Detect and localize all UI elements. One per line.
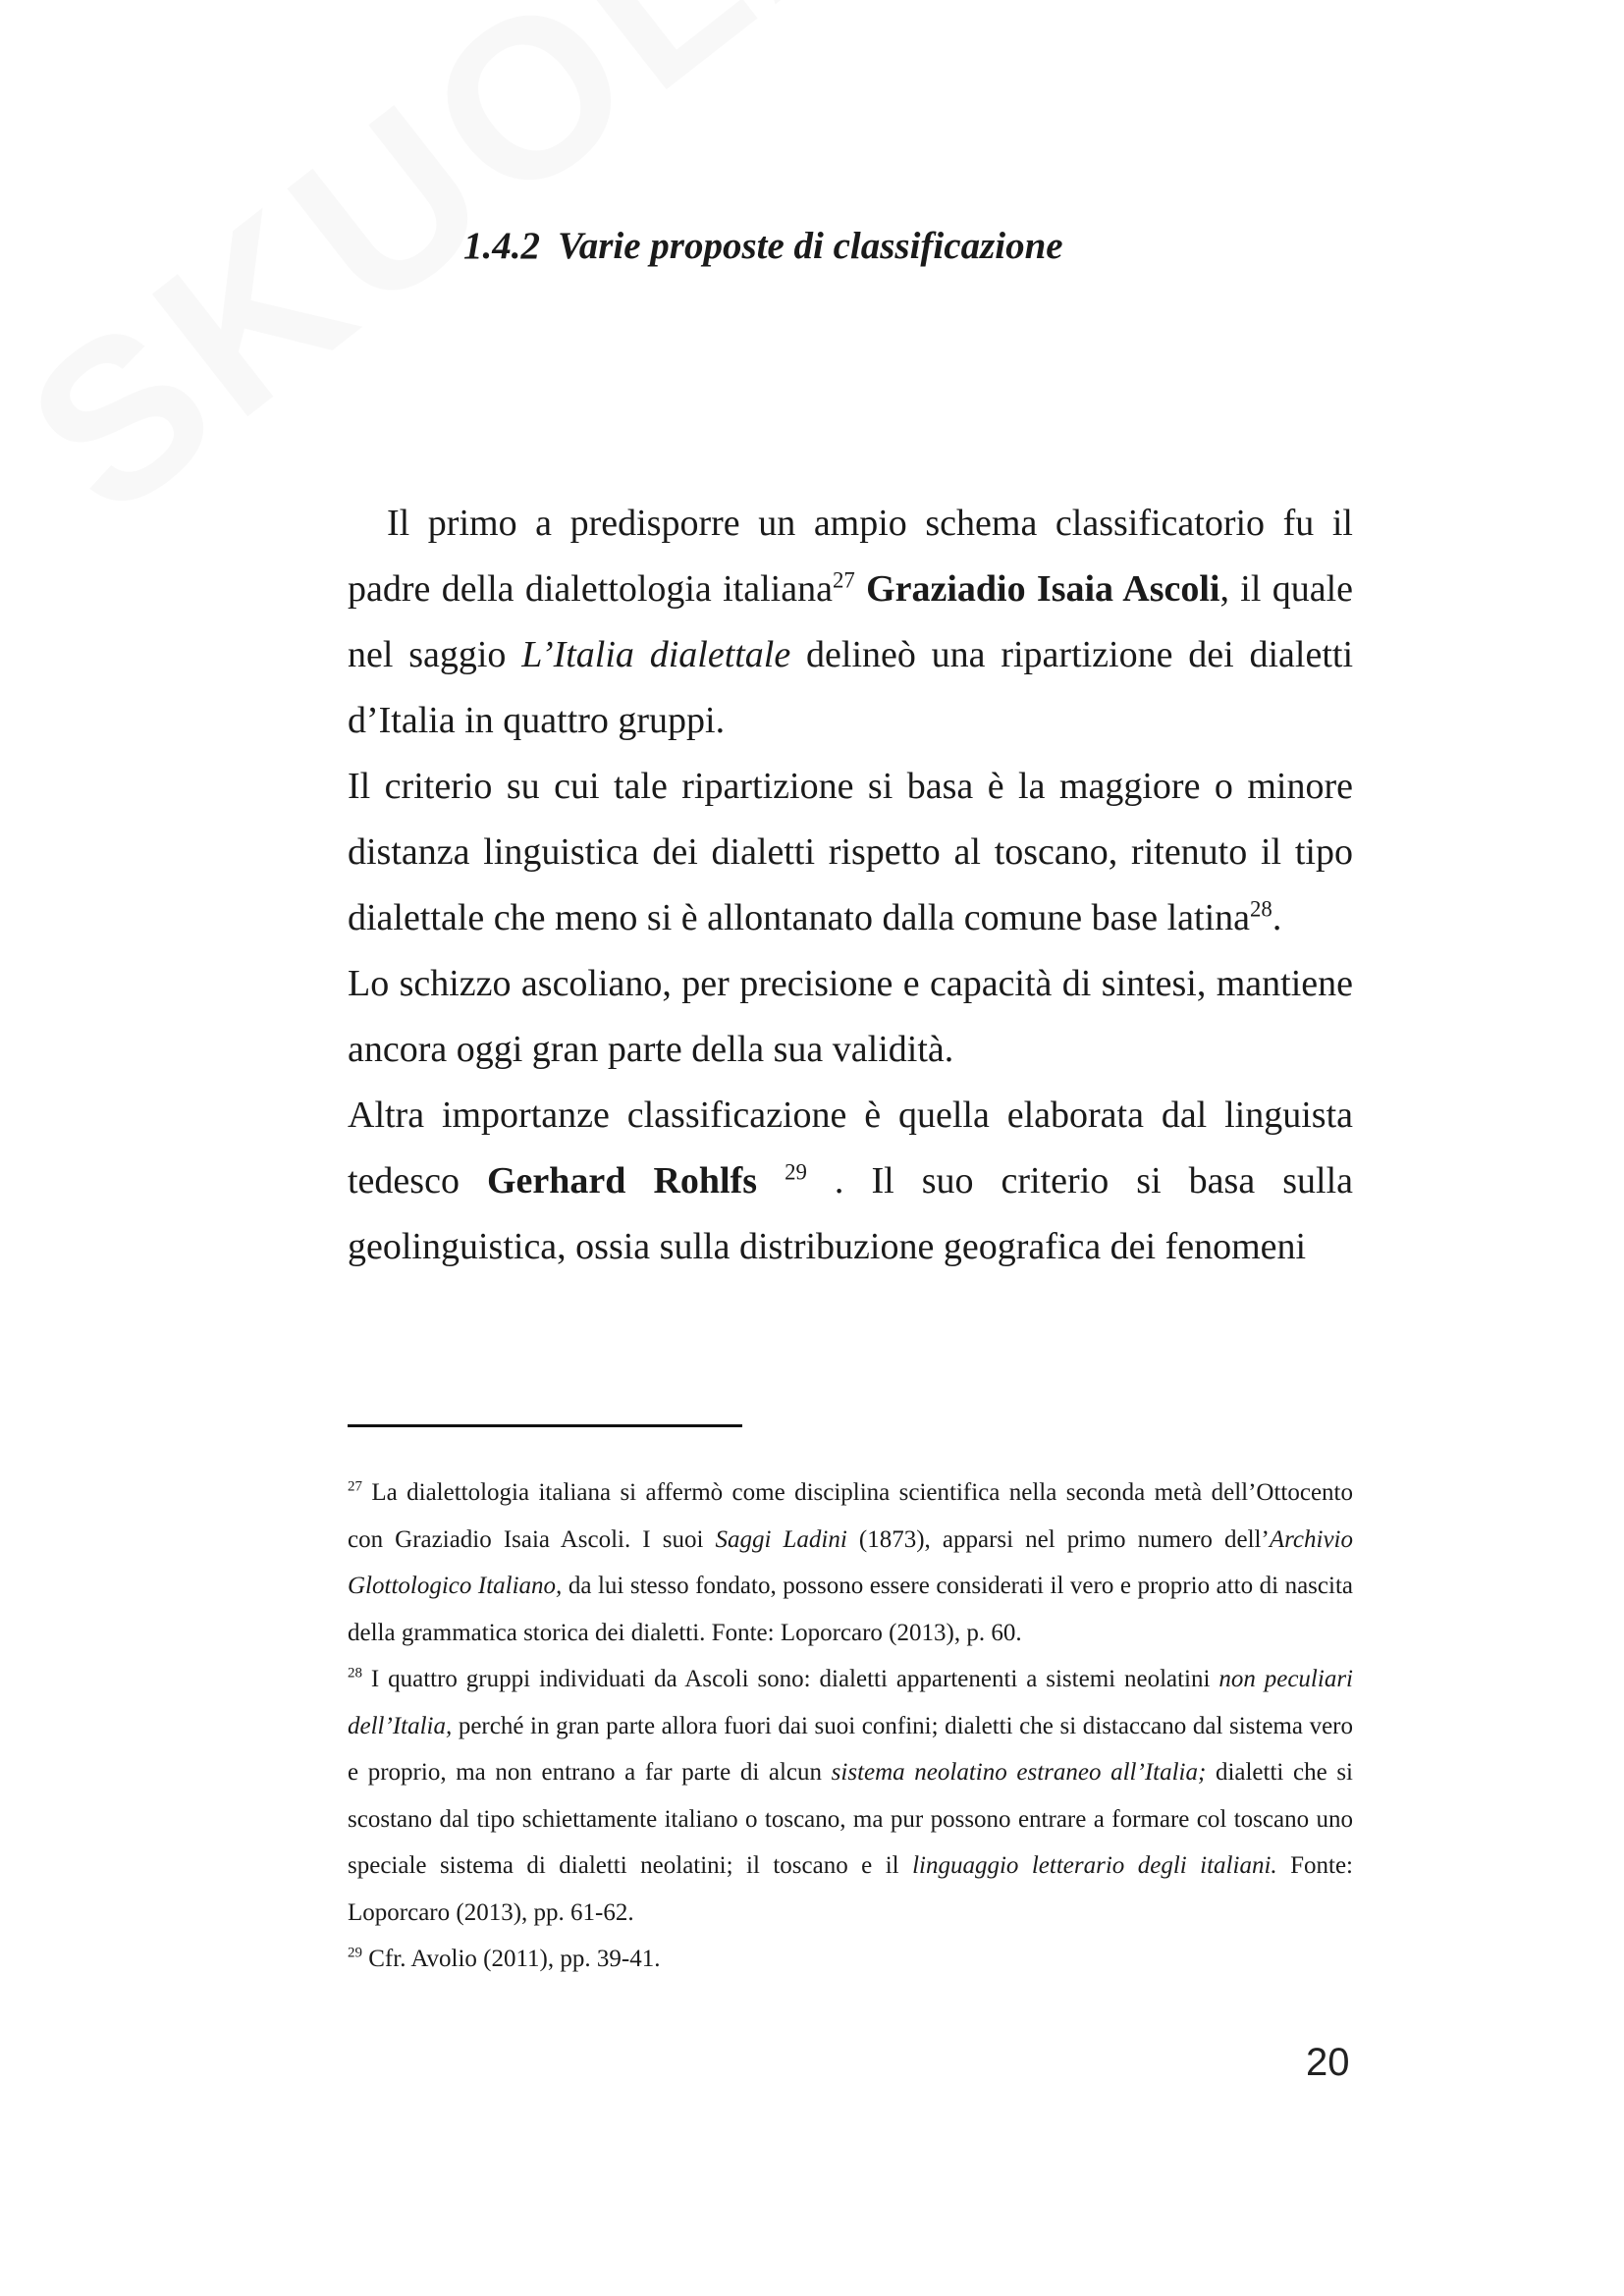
paragraph-2-text-a: Il criterio su cui tale ripartizione si basa è la maggiore o minore distanza linguistica dei dialetti rispetto al toscano, ritenuto il tipo dialettale che meno si è allontanato dalla comune base latina — [348, 766, 1353, 938]
footnote-28-text-b: perché in gran parte allora fuori dai suoi confini; dialetti che si distaccano dal sistema vero e proprio, ma non entrano a far parte di alcun — [348, 1712, 1353, 1786]
paragraph-1-text-c: delineò una ripartizione dei dialetti d’Italia in quattro gruppi. — [348, 634, 1354, 741]
footnote-number-29: 29 — [348, 1945, 362, 1961]
work-title-italia-dialettale: L’Italia dialettale — [521, 634, 791, 675]
paragraph-4-text-b: . Il suo criterio si basa sulla geolinguistica, ossia sulla distribuzione geografica dei fenomeni — [348, 1160, 1354, 1267]
footnote-29 — [348, 1936, 1353, 1983]
footnote-number-28: 28 — [348, 1665, 362, 1682]
body-text — [348, 491, 1353, 1280]
footnote-27 — [348, 1469, 1353, 1656]
footnote-28 — [348, 1656, 1353, 1936]
page-number: 20 — [1306, 2041, 1350, 2084]
footnote-ref-27[interactable]: 27 — [832, 567, 855, 593]
paragraph-4 — [348, 1083, 1353, 1280]
paragraph-4-text-a: Altra importanze classificazione è quella elaborata dal linguista tedesco — [348, 1095, 1353, 1201]
section-title: Varie proposte di classificazione — [558, 225, 1063, 267]
footnote-28-italic-c: linguaggio letterario degli italiani. — [912, 1852, 1277, 1879]
footnote-28-text-d: Fonte: Loporcaro (2013), pp. 61-62. — [348, 1852, 1353, 1926]
footnote-28-italic-a: non peculiari dell’Italia, — [348, 1666, 1353, 1739]
footnote-27-text-b: (1873), apparsi nel primo numero dell’ — [846, 1525, 1270, 1553]
paragraph-3: Lo schizzo ascoliano, per precisione e capacità di sintesi, mantiene ancora oggi gran parte della sua validità. — [348, 963, 1353, 1070]
footnote-ref-29[interactable]: 29 — [785, 1159, 807, 1185]
author-name-ascoli: Graziadio Isaia Ascoli — [866, 568, 1220, 610]
section-heading — [463, 224, 1063, 268]
footnote-29-text: Cfr. Avolio (2011), pp. 39-41. — [362, 1946, 661, 1972]
footnote-27-text-c: da lui stesso fondato, possono essere considerati il vero e proprio atto di nascita della grammatica storica dei dialetti. Fonte: Loporcaro (2013), p. 60. — [348, 1573, 1353, 1646]
footnote-number-27: 27 — [348, 1478, 362, 1495]
footnote-ref-28[interactable]: 28 — [1250, 896, 1272, 922]
section-number: 1.4.2 — [463, 225, 540, 267]
paragraph-1 — [348, 491, 1353, 754]
author-name-rohlfs: Gerhard Rohlfs — [486, 1160, 758, 1201]
footnote-28-text-a: I quattro gruppi individuati da Ascoli sono: dialetti appartenenti a sistemi neolatini — [362, 1666, 1219, 1692]
paragraph-2 — [348, 754, 1353, 951]
footnote-28-text-c: dialetti che si scostano dal tipo schiettamente italiano o toscano, ma pur possono entrare a formare col toscano uno speciale sistema di dialetti neolatini; il toscano e il — [348, 1759, 1353, 1879]
paragraph-1-text-b: , il quale nel saggio — [348, 568, 1354, 675]
paragraph-2-text-b: . — [1272, 897, 1282, 938]
footnote-27-text-a: La dialettologia italiana si affermò come disciplina scientifica nella seconda metà dell’Ottocento con Graziadio Isaia Ascoli. I suoi — [348, 1479, 1353, 1553]
paragraph-1-text-a: Il primo a predisporre un ampio schema classificatorio fu il padre della dialettologia italiana — [348, 503, 1353, 610]
footnote-separator — [348, 1424, 742, 1427]
footnote-28-italic-b: sistema neolatino estraneo all’Italia; — [831, 1759, 1207, 1786]
footnote-27-italic-a: Saggi Ladini — [715, 1525, 847, 1553]
footnotes — [348, 1469, 1353, 1983]
footnote-27-italic-b: Archivio Glottologico Italiano, — [348, 1525, 1353, 1599]
